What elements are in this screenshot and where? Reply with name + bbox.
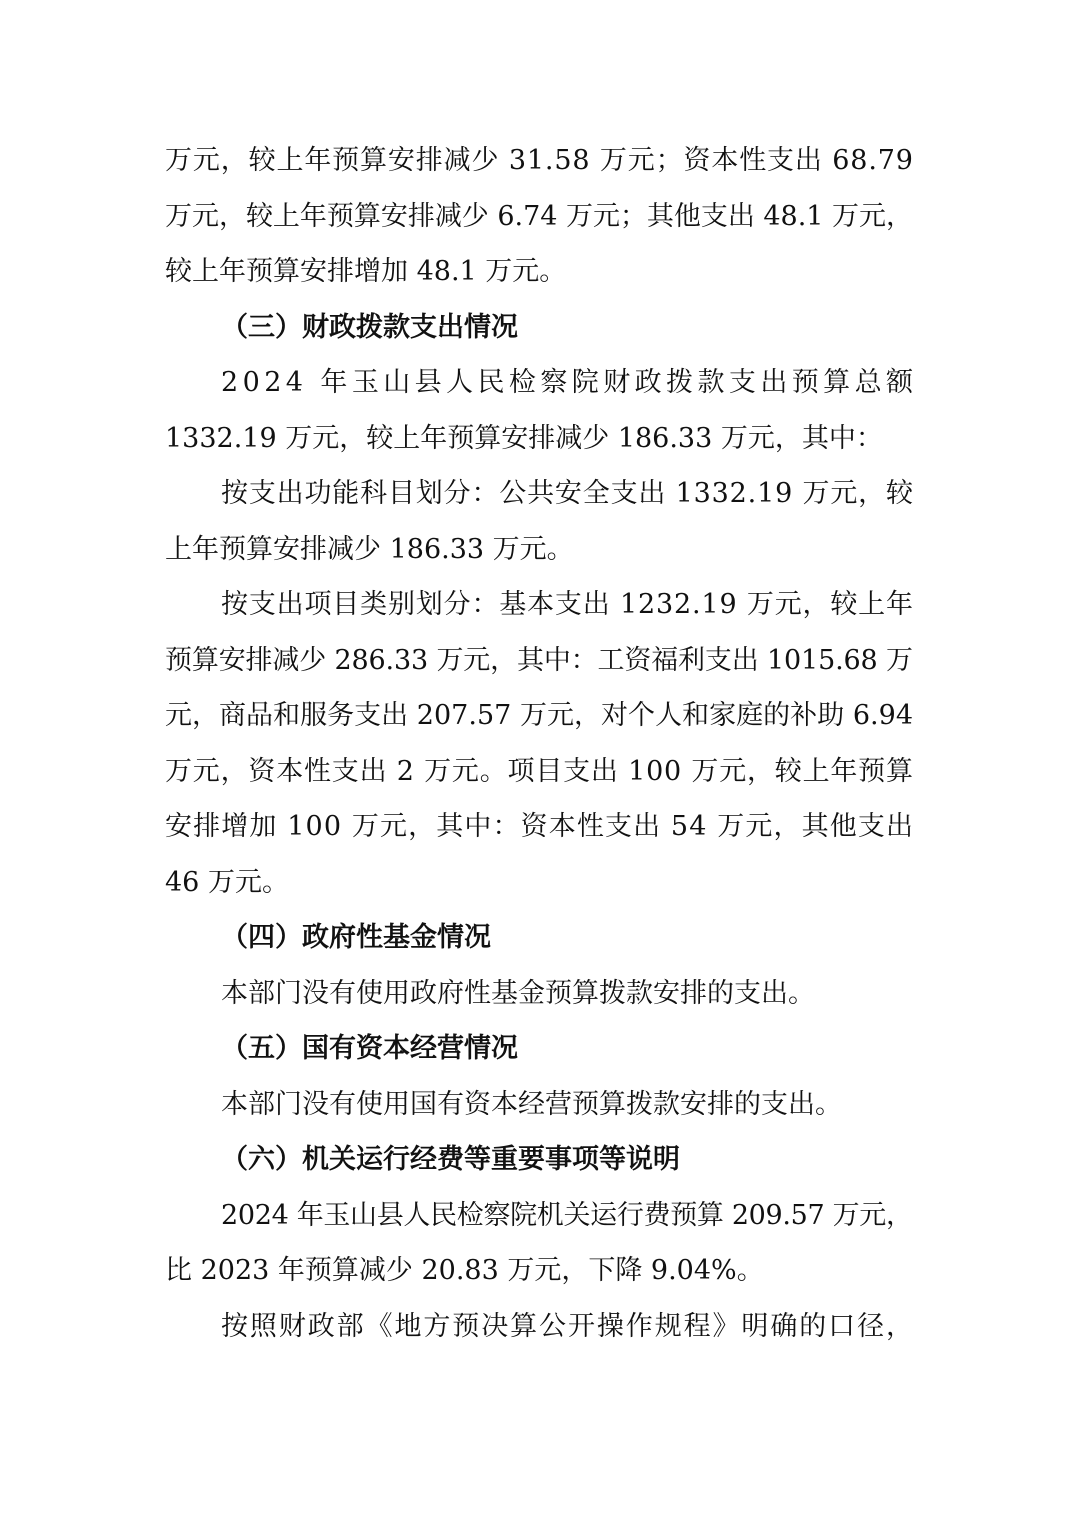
text-run: 比 2023 年预算减少 20.83 万元，下降 9.04%。 [165,1255,764,1286]
text-run: 1332.19 万元，较上年预算安排减少 186.33 万元，其中： [165,422,883,454]
body-line [165,1188,913,1244]
body-line [165,633,913,689]
body-line [165,522,913,578]
body-line [165,688,913,744]
text-run: 较上年预算安排增加 48.1 万元。 [165,256,567,287]
body-line [165,189,913,245]
body-line [165,244,913,300]
text-run: 2024 年玉山县人民检察院机关运行费预算 209.57 万元， [221,1199,913,1231]
body-line [165,411,913,467]
text-run: 按支出项目类别划分：基本支出 1232.19 万元，较上年 [221,589,914,620]
section-heading-6: （六）机关运行经费等重要事项等说明 [221,1144,680,1175]
text-run: 本部门没有使用国有资本经营预算拨款安排的支出。 [221,1088,842,1120]
text-run: 46 万元。 [165,866,289,898]
text-run: 本部门没有使用政府性基金预算拨款安排的支出。 [221,977,815,1009]
section-heading-3: （三）财政拨款支出情况 [221,311,518,343]
text-run: 按照财政部《地方预决算公开操作规程》明确的口径， [221,1310,915,1342]
text-run: 万元，资本性支出 2 万元。项目支出 100 万元，较上年预算 [165,755,914,787]
text-run: 安排增加 100 万元，其中：资本性支出 54 万元，其他支出 [165,811,915,842]
text-run: 元，商品和服务支出 207.57 万元，对个人和家庭的补助 6.94 [165,700,914,731]
text-run: 按支出功能科目划分：公共安全支出 1332.19 万元，较 [221,478,914,509]
section-heading-5: （五）国有资本经营情况 [221,1033,518,1064]
body-line [165,355,918,411]
body-line [165,466,913,522]
text-run: 万元，较上年预算安排减少 6.74 万元；其他支出 48.1 万元， [165,200,913,232]
body-line [165,133,913,189]
body-line [165,799,913,855]
text-run: 预算安排减少 286.33 万元，其中：工资福利支出 1015.68 万 [165,644,913,676]
body-line [165,966,913,1022]
text-run: 上年预算安排减少 186.33 万元。 [165,533,574,565]
body-line [165,855,913,911]
body-line [165,1077,913,1133]
body-line [165,1243,913,1299]
body-line [165,744,913,800]
text-run: 2024 年玉山县人民检察院财政拨款支出预算总额 [221,367,918,398]
section-heading-4: （四）政府性基金情况 [221,922,491,953]
body-line [165,1299,913,1355]
body-line [165,577,913,633]
text-run: 万元，较上年预算安排减少 31.58 万元；资本性支出 68.79 [165,145,914,176]
document-body [165,133,918,1354]
